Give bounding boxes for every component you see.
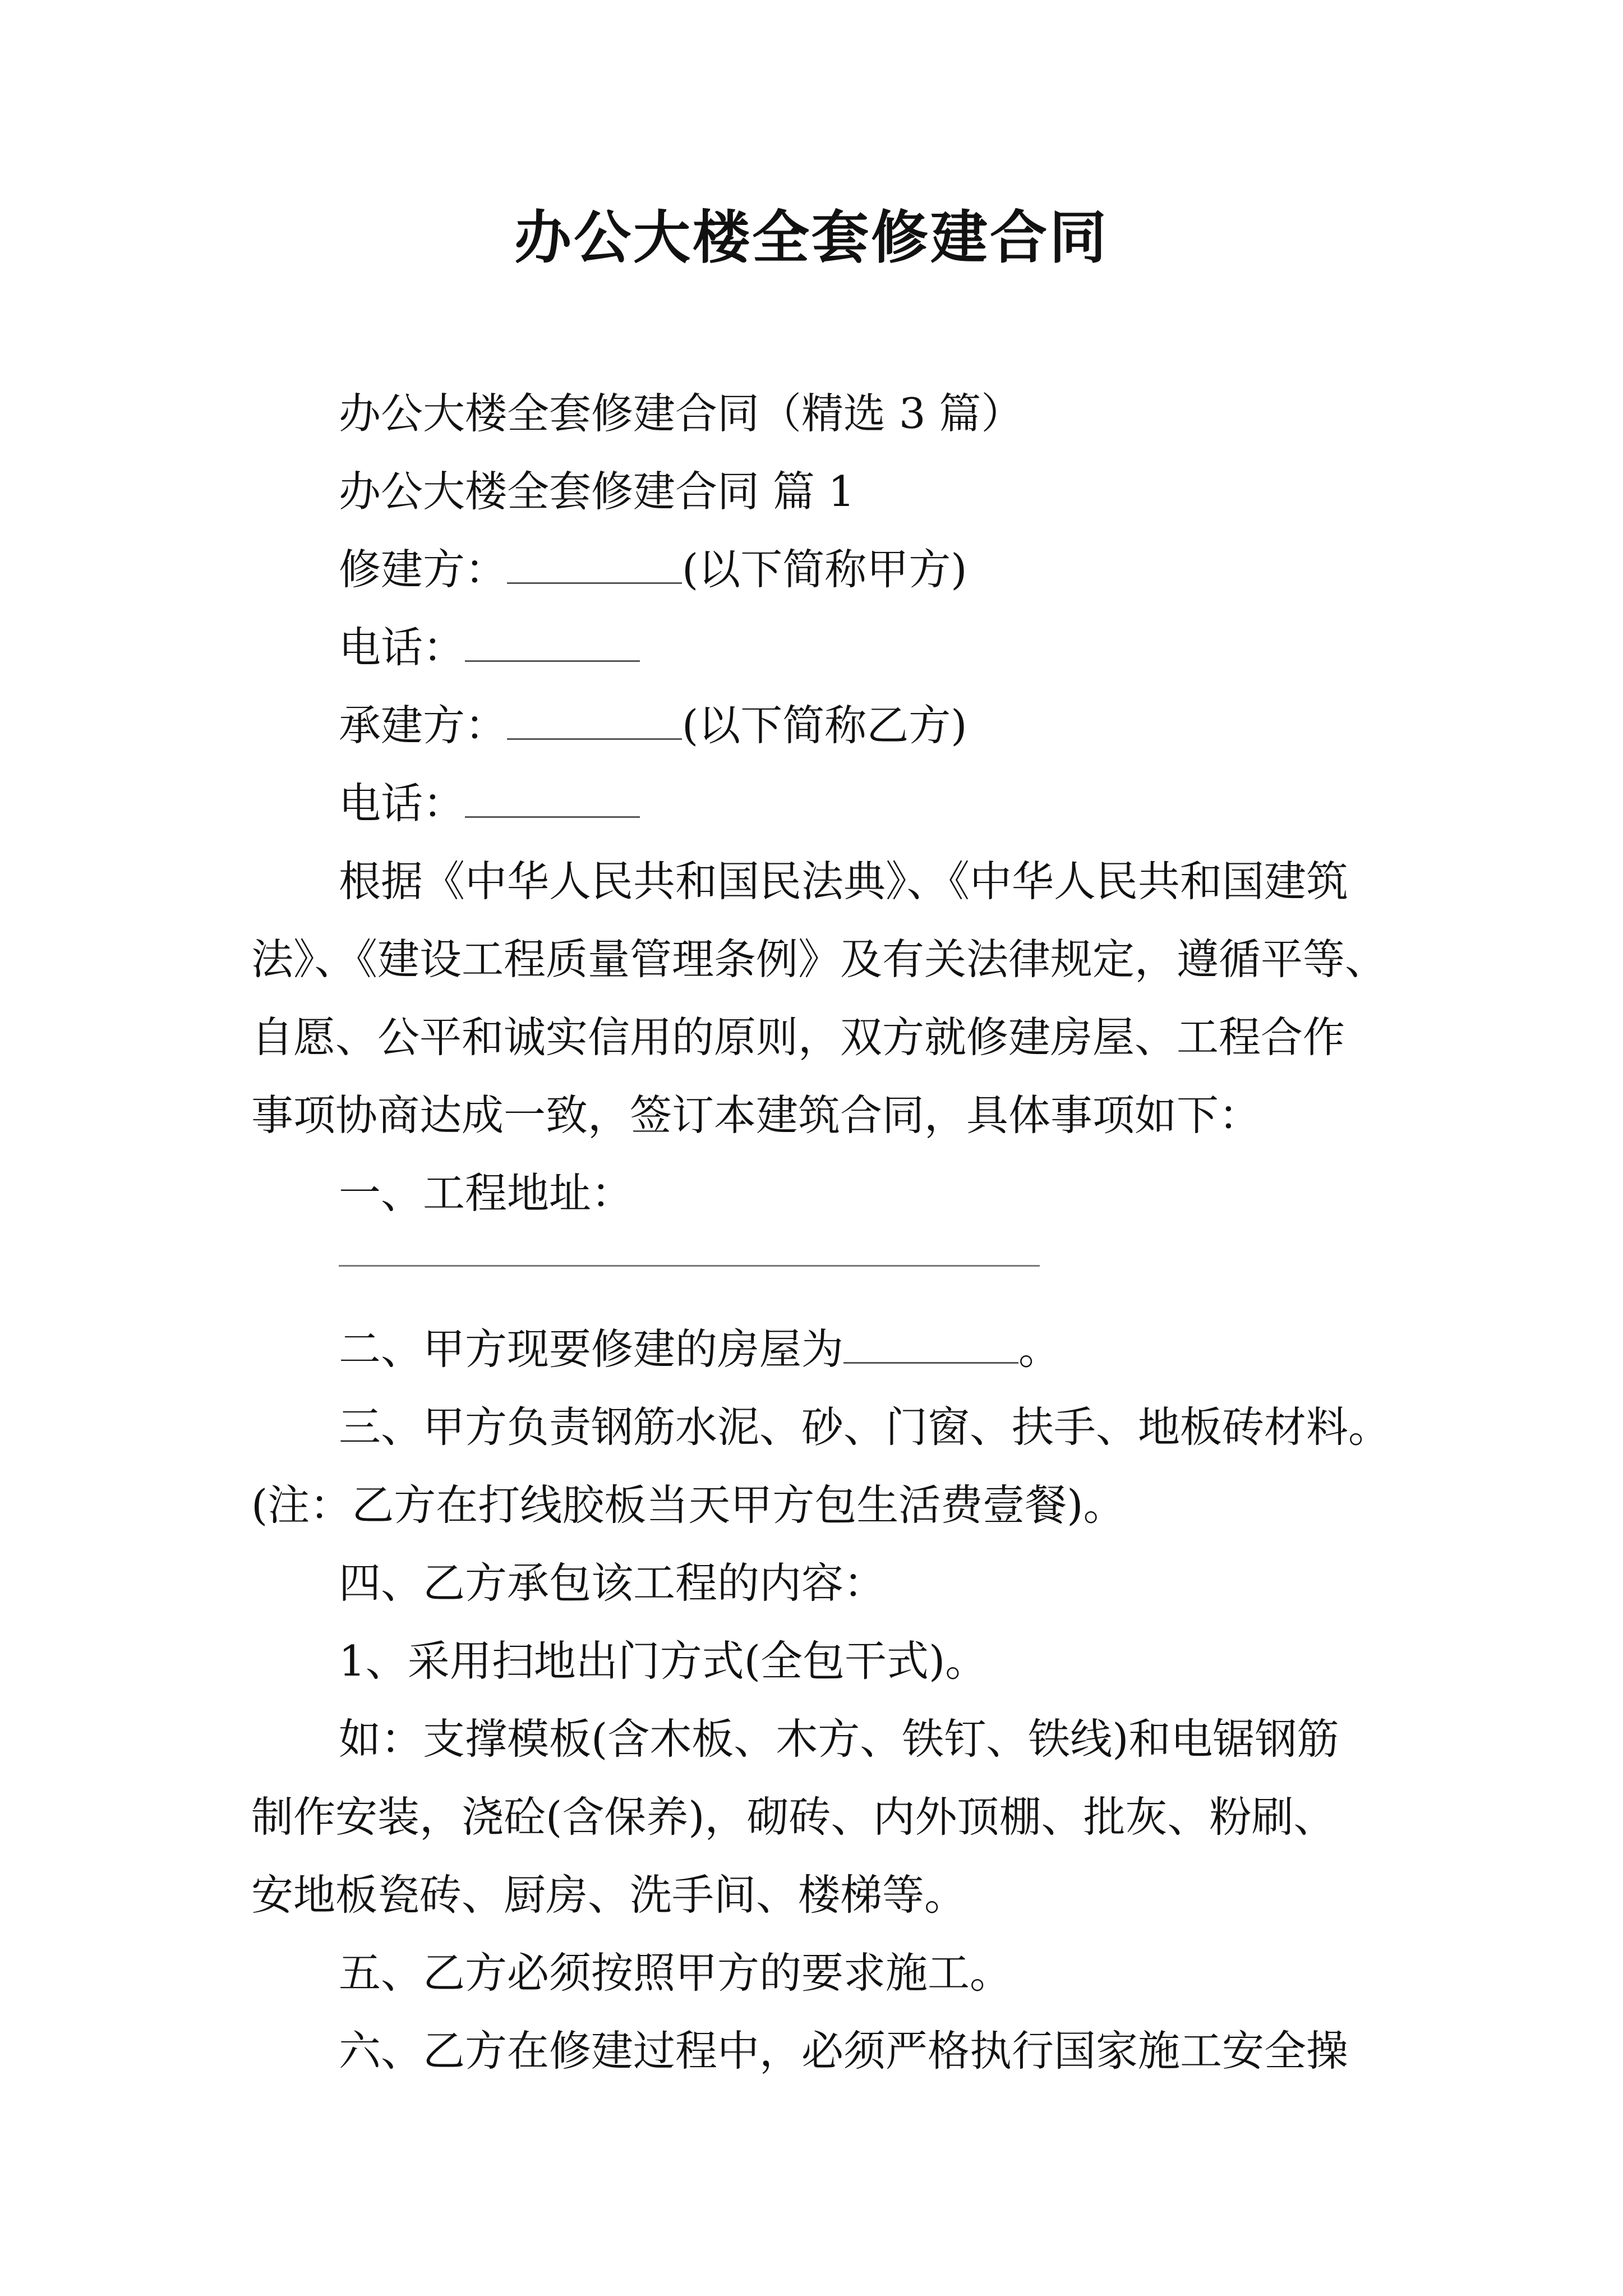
preamble-paragraph bbox=[251, 843, 1401, 1154]
contractor-phone-blank bbox=[465, 777, 640, 818]
preamble-line: 根据《中华人民共和国民法典》、《中华人民共和国建筑 bbox=[339, 857, 1349, 906]
contractor-phone-line bbox=[251, 765, 1401, 843]
builder-suffix: (以下简称甲方) bbox=[682, 545, 967, 594]
clause-3 bbox=[251, 1388, 1401, 1544]
clause-5: 五、乙方必须按照甲方的要求施工。 bbox=[339, 1948, 1012, 1998]
clause-4-example-line: 制作安装，浇砼(含保养)，砌砖、内外顶棚、批灰、粉刷、 bbox=[251, 1792, 1336, 1842]
house-type-blank bbox=[843, 1323, 1018, 1364]
clause-2-text: 二、甲方现要修建的房屋为 bbox=[339, 1324, 844, 1374]
preamble-line: 事项协商达成一致，签订本建筑合同，具体事项如下： bbox=[251, 1091, 1261, 1140]
preamble-line: 法》、《建设工程质量管理条例》及有关法律规定，遵循平等、 bbox=[251, 935, 1387, 984]
builder-phone-blank bbox=[465, 621, 640, 662]
contractor-suffix: (以下简称乙方) bbox=[682, 701, 967, 750]
clause-4: 四、乙方承包该工程的内容： bbox=[339, 1558, 886, 1608]
builder-phone-label: 电话： bbox=[339, 623, 465, 672]
preamble-line: 自愿、公平和诚实信用的原则，双方就修建房屋、工程合作 bbox=[251, 1013, 1345, 1062]
builder-line bbox=[251, 531, 1401, 609]
clause-4-example-line: 安地板瓷砖、厨房、洗手间、楼梯等。 bbox=[251, 1870, 967, 1920]
clause-2 bbox=[251, 1310, 1401, 1388]
contractor-phone-label: 电话： bbox=[339, 779, 465, 828]
clause-4-item-1: 1、采用扫地出门方式(全包干式)。 bbox=[339, 1636, 988, 1686]
clause-4-example bbox=[251, 1700, 1401, 1934]
builder-label: 修建方： bbox=[339, 545, 508, 594]
builder-phone-line bbox=[251, 609, 1401, 687]
address-line-row bbox=[251, 1232, 1401, 1310]
contractor-name-blank bbox=[507, 699, 682, 740]
subtitle: 办公大楼全套修建合同（精选 3 篇） bbox=[339, 389, 1023, 438]
document-title: 办公大楼全套修建合同 bbox=[514, 205, 1109, 272]
clause-2-end: 。 bbox=[1018, 1324, 1061, 1374]
address-blank bbox=[339, 1232, 1040, 1267]
clause-3-line: (注：乙方在打线胶板当天甲方包生活费壹餐)。 bbox=[251, 1480, 1126, 1530]
clause-1: 一、工程地址： bbox=[339, 1168, 634, 1218]
contractor-line bbox=[251, 687, 1401, 765]
clause-6: 六、乙方在修建过程中，必须严格执行国家施工安全操 bbox=[339, 2026, 1349, 2076]
clause-3-line: 三、甲方负责钢筋水泥、砂、门窗、扶手、地板砖材料。 bbox=[339, 1402, 1391, 1452]
contractor-label: 承建方： bbox=[339, 701, 508, 750]
document-body bbox=[251, 375, 1401, 2090]
builder-name-blank bbox=[507, 543, 682, 584]
clause-4-example-line: 如：支撑模板(含木板、木方、铁钉、铁线)和电锯钢筋 bbox=[339, 1714, 1339, 1764]
section-heading: 办公大楼全套修建合同 篇 1 bbox=[339, 467, 855, 516]
